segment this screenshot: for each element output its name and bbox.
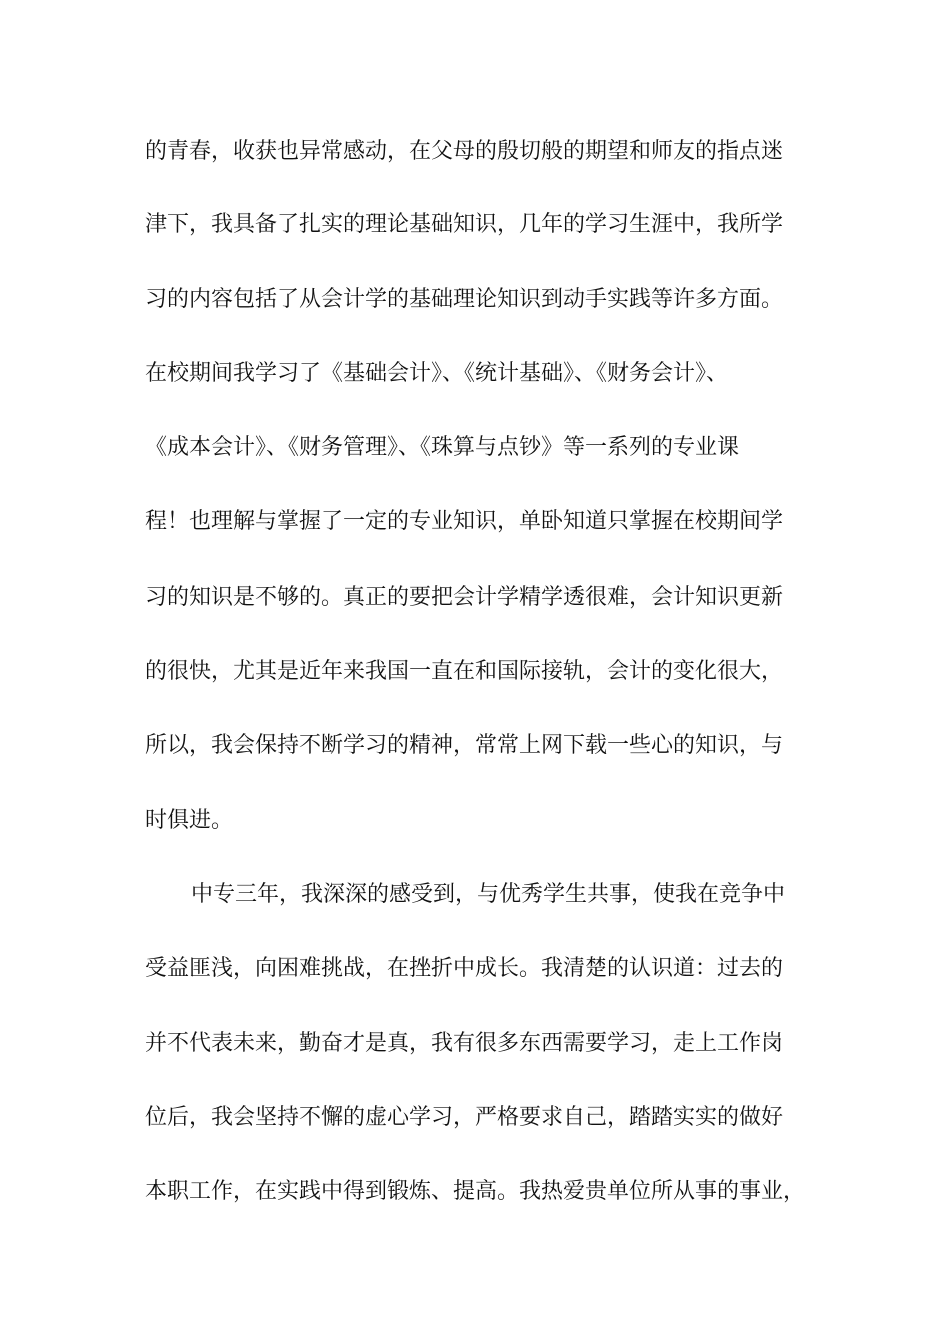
text-line: 《成本会计》、《财务管理》、《珠算与点钞》等一系列的专业课: [145, 435, 740, 460]
text-line: 并不代表未来，勤奋才是真，我有很多东西需要学习，走上工作岗: [145, 1031, 784, 1056]
text-line: 津下，我具备了扎实的理论基础知识，几年的学习生涯中，我所学: [145, 212, 784, 237]
text-line: 时俱进。: [145, 808, 234, 833]
text-line: 习的内容包括了从会计学的基础理论知识到动手实践等许多方面。: [145, 287, 784, 312]
text-line: 程！也理解与掌握了一定的专业知识，单卧知道只掌握在校期间学: [145, 509, 784, 534]
text-line: 受益匪浅，向困难挑战，在挫折中成长。我清楚的认识道：过去的: [145, 956, 784, 981]
text-line: 在校期间我学习了《基础会计》、《统计基础》、《财务会计》、: [145, 361, 729, 386]
text-line: 位后，我会坚持不懈的虚心学习，严格要求自己，踏踏实实的做好: [145, 1105, 784, 1130]
text-line: 所以，我会保持不断学习的精神，常常上网下载一些心的知识，与: [145, 733, 784, 758]
text-line: 的青春，收获也异常感动，在父母的殷切般的期望和师友的指点迷: [145, 139, 784, 164]
text-line: 习的知识是不够的。真正的要把会计学精学透很难，会计知识更新: [145, 585, 784, 610]
text-line: 的很快，尤其是近年来我国一直在和国际接轨，会计的变化很大，: [145, 659, 784, 684]
text-line-indented: 中专三年，我深深的感受到，与优秀学生共事，使我在竞争中: [191, 882, 786, 907]
text-line: 本职工作，在实践中得到锻炼、提高。我热爱贵单位所从事的事业，: [145, 1179, 806, 1204]
